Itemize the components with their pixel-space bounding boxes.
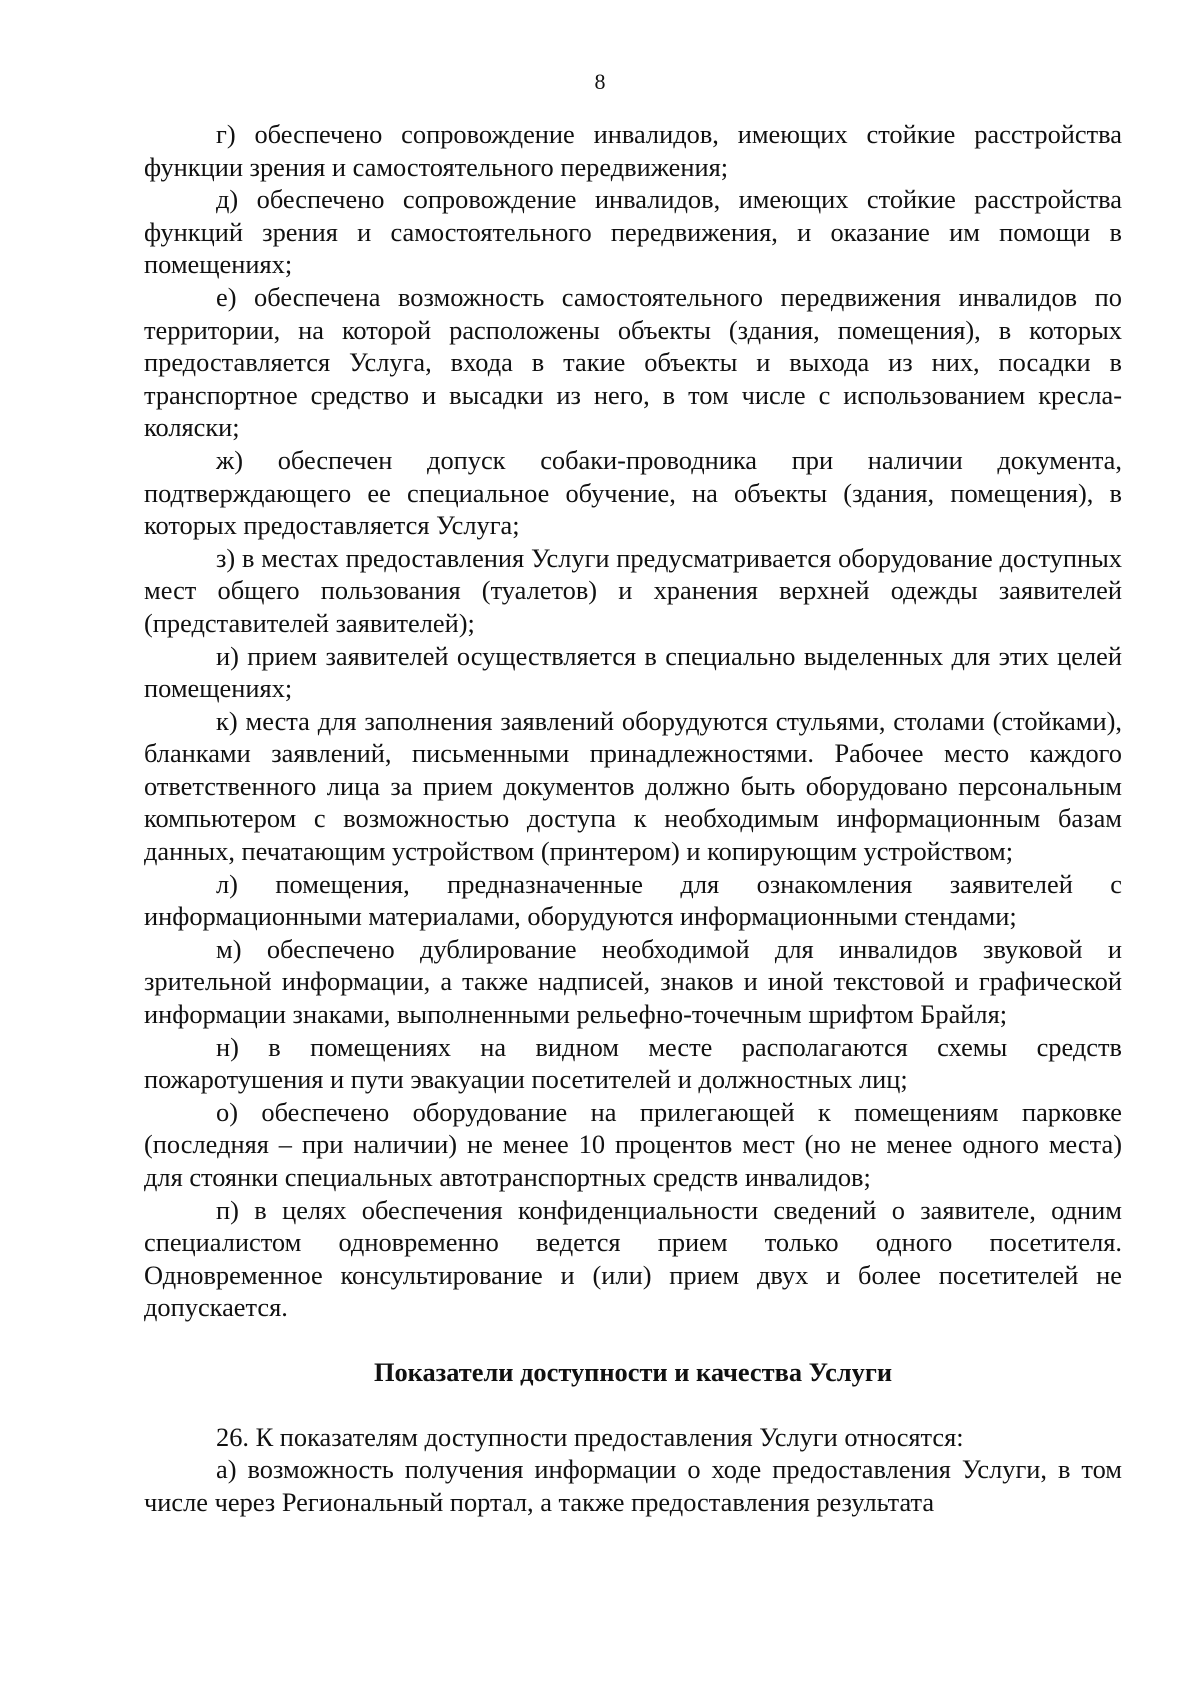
document-body [144, 118, 1122, 1518]
paragraph-p: п) в целях обеспечения конфиденциальности сведений о заявителе, одним специалистом одновременно ведется прием только одного посетителя. Одновременное консультирование и (или) прием двух и более посетителей не допускается. [144, 1194, 1122, 1323]
paragraph-l: л) помещения, предназначенные для ознакомления заявителей с информационными материалами, оборудуются информационными стендами; [144, 868, 1122, 932]
page-number: 8 [594, 69, 606, 94]
paragraph-zh: ж) обеспечен допуск собаки-проводника при наличии документа, подтверждающего ее специальное обучение, на объекты (здания, помещения), в которых предоставляется Услуга; [144, 444, 1122, 541]
paragraph-26: 26. К показателям доступности предоставления Услуги относятся: [216, 1421, 964, 1452]
paragraph-k: к) места для заполнения заявлений оборудуются стульями, столами (стойками), бланками заявлений, письменными принадлежностями. Рабочее место каждого ответственного лица за прием документов должно быть оборудовано персональным компьютером с возможностью доступа к необходимым информационным базам данных, печатающим устройством (принтером) и копирующим устройством; [144, 705, 1122, 867]
paragraph-g: г) обеспечено сопровождение инвалидов, имеющих стойкие расстройства функции зрения и самостоятельного передвижения; [144, 119, 1122, 182]
paragraph-n: н) в помещениях на видном месте располагаются схемы средств пожаротушения и пути эвакуации посетителей и должностных лиц; [144, 1031, 1122, 1095]
paragraph-i: и) прием заявителей осуществляется в специально выделенных для этих целей помещениях; [144, 640, 1122, 704]
paragraph-e: е) обеспечена возможность самостоятельного передвижения инвалидов по территории, на которой расположены объекты (здания, помещения), в которых предоставляется Услуга, входа в такие объекты и выхода из них, посадки в транспортное средство и высадки из него, в том числе с использованием кресла-коляски; [144, 281, 1122, 443]
paragraph-26-a: а) возможность получения информации о ходе предоставления Услуги, в том числе через Региональный портал, а также предоставления результата [144, 1454, 1122, 1517]
section-heading: Показатели доступности и качества Услуги [373, 1356, 893, 1387]
paragraph-o: о) обеспечено оборудование на прилегающей к помещениям парковке (последняя – при наличии) не менее 10 процентов мест (но не менее одного места) для стоянки специальных автотранспортных средств инвалидов; [144, 1096, 1122, 1192]
paragraph-m: м) обеспечено дублирование необходимой для инвалидов звуковой и зрительной информации, а также надписей, знаков и иной текстовой и графической информации знаками, выполненными рельефно-точечным шрифтом Брайля; [144, 933, 1122, 1030]
paragraph-d: д) обеспечено сопровождение инвалидов, имеющих стойкие расстройства функций зрения и самостоятельного передвижения, и оказание им помощи в помещениях; [144, 184, 1122, 280]
paragraph-z: з) в местах предоставления Услуги предусматривается оборудование доступных мест общего пользования (туалетов) и хранения верхней одежды заявителей (представителей заявителей); [144, 542, 1122, 638]
